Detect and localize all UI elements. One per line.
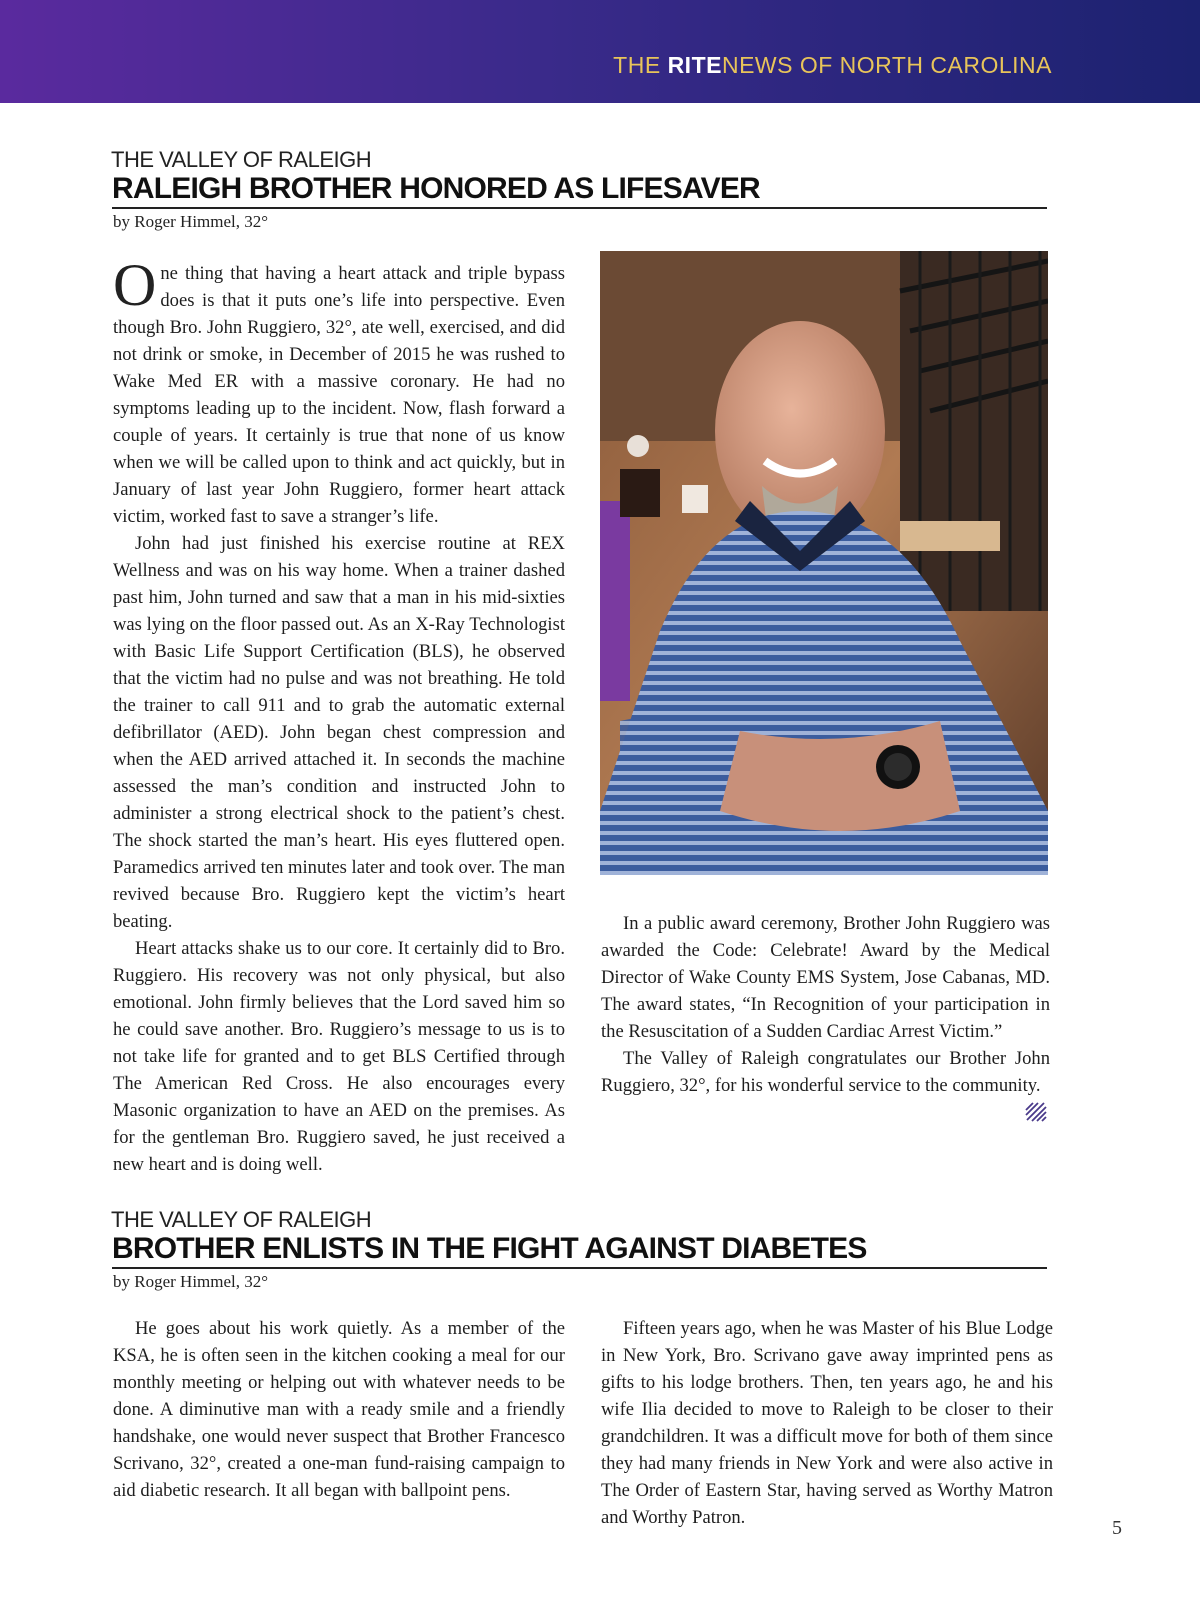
publication-rite: RITE — [667, 52, 722, 78]
article1-paragraph-3: Heart attacks shake us to our core. It certainly did to Bro. Ruggiero. His recovery was not only physical, but also emotional. John firmly believes that the Lord saved him so he could save another. Bro. Ruggiero’s message to us is to not take life for granted and to get BLS Certified through The American Red Cross. He also encourages every Masonic organization to have an AED on the premises. As for the gentleman Bro. Ruggiero saved, he just received a new heart and is doing well. — [113, 938, 565, 1175]
publication-title — [613, 52, 1052, 79]
article1-left-column — [113, 252, 565, 1178]
article2-kicker: THE VALLEY OF RALEIGH — [111, 1207, 372, 1232]
publication-rest: NEWS OF NORTH CAROLINA — [721, 52, 1052, 78]
header-banner — [0, 0, 1200, 103]
drop-cap: O — [113, 252, 157, 318]
portrait-photo — [600, 251, 1048, 875]
article2-left-column — [113, 1315, 565, 1504]
article1-paragraph-5: The Valley of Raleigh congratulates our Brother John Ruggiero, 32°, for his wonderful service to the community. — [601, 1048, 1050, 1096]
article1-paragraph-2: John had just finished his exercise routine at REX Wellness and was on his way home. When a trainer dashed past him, John turned and saw that a man in his mid-sixties was lying on the floor passed out. As an X-Ray Technologist with Basic Life Support Certification (BLS), he observed that the victim had no pulse and was not breathing. He told the trainer to call 911 and to grab the automatic external defibrillator (AED). John began chest compression and when the AED arrived attached it. In seconds the machine assessed the man’s condition and instructed John to administer a strong electrical shock to the patient’s chest. The shock started the man’s heart. His eyes fluttered open. Paramedics arrived ten minutes later and took over. The man revived because Bro. Ruggiero kept the victim’s heart beating. — [113, 533, 565, 932]
article2-right-column — [601, 1315, 1053, 1531]
article2-paragraph-1: He goes about his work quietly. As a member of the KSA, he is often seen in the kitchen cooking a meal for our monthly meeting or helping out with whatever needs to be done. A diminutive man with a ready smile and a friendly handshake, one would never suspect that Brother Francesco Scrivano, 32°, created a one-man fund-raising campaign to aid diabetic research. It all began with ballpoint pens. — [113, 1318, 565, 1501]
article1-headline: RALEIGH BROTHER HONORED AS LIFESAVER — [112, 172, 1047, 209]
article1-right-column — [601, 910, 1050, 1099]
article2-paragraph-2: Fifteen years ago, when he was Master of his Blue Lodge in New York, Bro. Scrivano gave away imprinted pens as gifts to his lodge brothers. Then, ten years ago, he and his wife Ilia decided to move to Raleigh to be closer to their grandchildren. It was a difficult move for both of them since they had many friends in New York and were also active in The Order of Eastern Star, having served as Worthy Matron and Worthy Patron. — [601, 1318, 1053, 1528]
article2-byline: by Roger Himmel, 32° — [113, 1272, 269, 1291]
page-number: 5 — [1112, 1517, 1122, 1539]
article1-paragraph-4: In a public award ceremony, Brother John Ruggiero was awarded the Code: Celebrate! Award by the Medical Director of Wake County EMS System, Jose Cabanas, MD. The award states, “In Recognition of your participation in the Resuscitation of a Sudden Cardiac Arrest Victim.” — [601, 913, 1050, 1042]
article1-paragraph-1: One thing that having a heart attack and triple bypass does is that it puts one’s life into perspective. Even though Bro. John Ruggiero, 32°, ate well, exercised, and did not drink or smoke, in December of 2015 he was rushed to Wake Med ER with a massive coronary. He had no symptoms leading up to the incident. Now, flash forward a couple of years. It certainly is true that none of us know when we will be called upon to think and act quickly, but in January of last year John Ruggiero, former heart attack victim, worked fast to save a stranger’s life. — [113, 252, 565, 527]
article2-headline: BROTHER ENLISTS IN THE FIGHT AGAINST DIABETES — [112, 1232, 1047, 1269]
article-end-mark-icon — [1025, 1102, 1047, 1127]
publication-the: THE — [613, 52, 668, 78]
article1-byline: by Roger Himmel, 32° — [113, 212, 269, 231]
article1-kicker: THE VALLEY OF RALEIGH — [111, 147, 372, 172]
